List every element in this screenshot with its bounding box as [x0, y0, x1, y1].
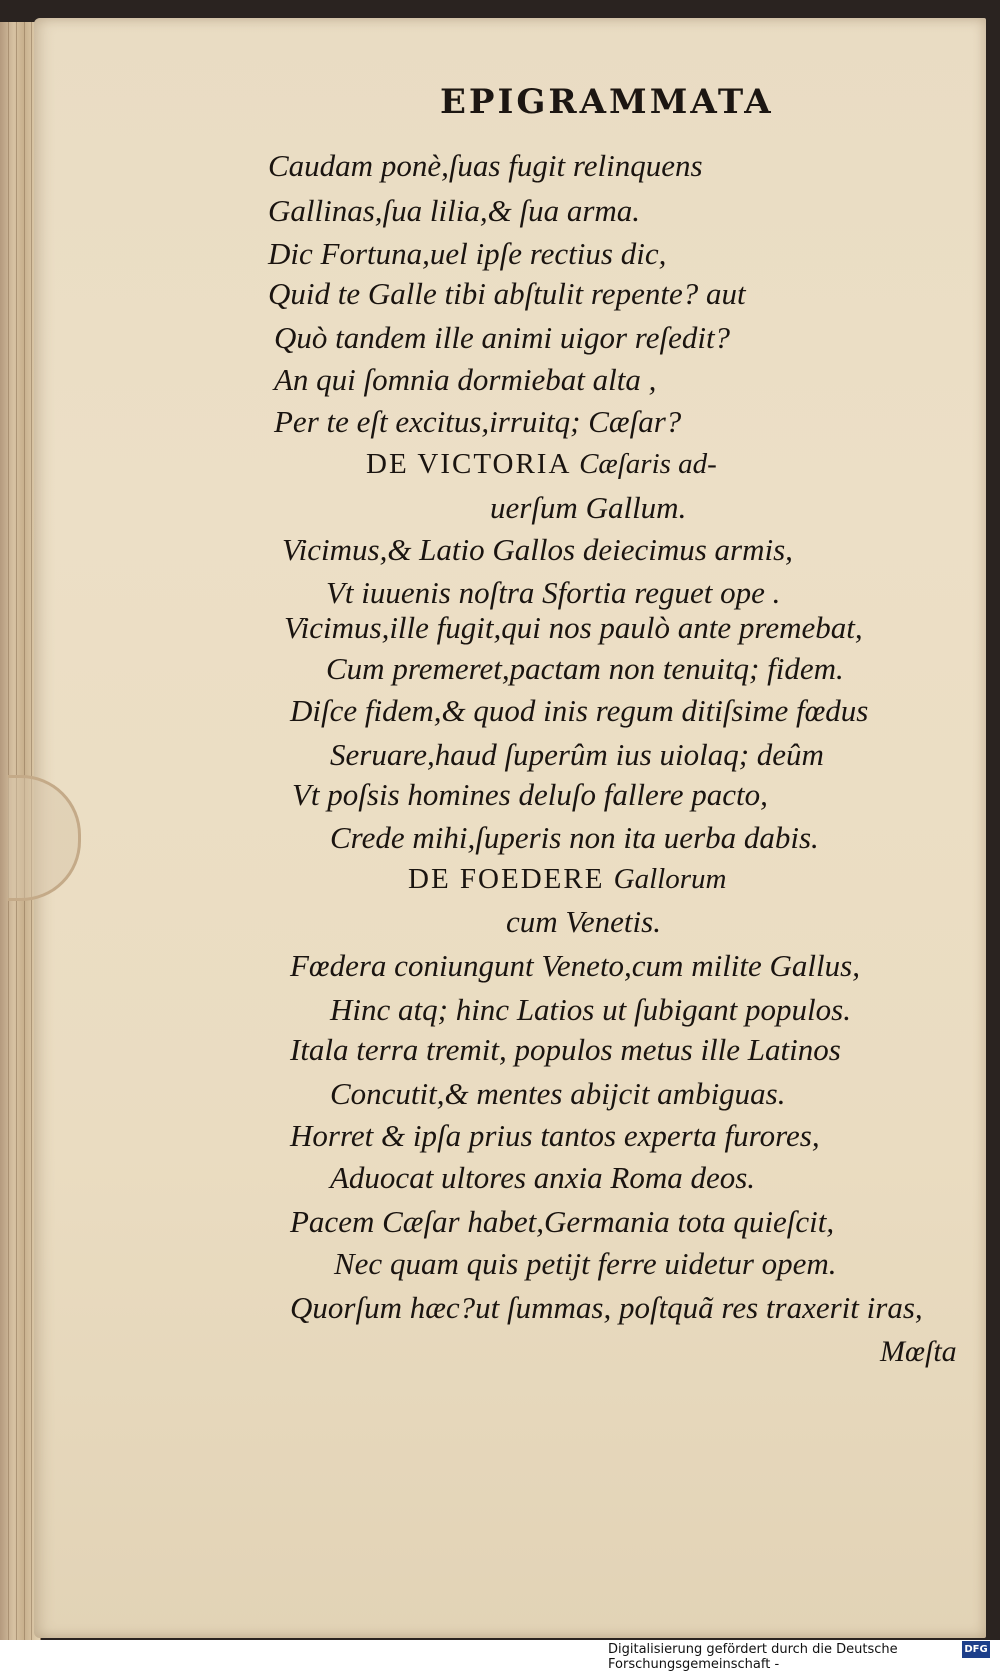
section-title: [408, 863, 726, 896]
text-line: Hinc atq; hinc Latios ut ſubigant populos.: [330, 992, 851, 1027]
text-line: Seruare,haud ſuperûm ius uiolaq; deûm: [330, 737, 824, 772]
text-line: Quorſum hæc?ut ſummas, poſtquã res traxerit iras,: [290, 1290, 923, 1325]
footer-credit: Digitalisierung gefördert durch die Deutsche Forschungsgemeinschaft -: [608, 1642, 1000, 1672]
text-line: Vt iuuenis noſtra Sfortia reguet ope .: [326, 575, 781, 610]
text-line: Diſce fidem,& quod inis regum ditiſsime fœdus: [290, 693, 869, 728]
running-header: EPIGRAMMATA: [440, 82, 774, 122]
text-line: Itala terra tremit, populos metus ille Latinos: [290, 1032, 841, 1067]
text-line: Per te eſt excitus,irruitq; Cæſar?: [274, 404, 682, 439]
text-line: Vt poſsis homines deluſo fallere pacto,: [292, 777, 768, 812]
text-line: Vicimus,ille fugit,qui nos paulò ante premebat,: [284, 610, 863, 645]
text-line: Caudam ponè,ſuas fugit relinquens: [268, 148, 703, 183]
section-title-cont: uerſum Gallum.: [490, 490, 687, 525]
text-line: Quid te Galle tibi abſtulit repente? aut: [268, 276, 746, 311]
text-line: An qui ſomnia dormiebat alta ,: [274, 362, 657, 397]
text-line: Dic Fortuna,uel ipſe rectius dic,: [268, 236, 667, 271]
text-line: Horret & ipſa prius tantos experta furores,: [290, 1118, 820, 1153]
text-line: Gallinas,ſua lilia,& ſua arma.: [268, 193, 641, 228]
text-line: Fœdera coniungunt Veneto,cum milite Gallus,: [290, 948, 860, 983]
title-caps: DE FOEDERE: [408, 863, 605, 895]
title-rest: Gallorum: [613, 863, 727, 895]
text-line: Cum premeret,pactam non tenuitq; fidem.: [326, 651, 844, 686]
text-line: Pacem Cæſar habet,Germania tota quieſcit,: [290, 1204, 835, 1239]
section-title-cont: cum Venetis.: [506, 904, 661, 939]
title-rest: Cæſaris ad-: [579, 448, 717, 480]
title-caps: DE VICTORIA: [366, 448, 570, 480]
catchword: Mœſta: [880, 1335, 957, 1368]
text-line: Aduocat ultores anxia Roma deos.: [330, 1160, 756, 1195]
text-line: Nec quam quis petijt ferre uidetur opem.: [334, 1246, 837, 1281]
text-line: Crede mihi,ſuperis non ita uerba dabis.: [330, 820, 819, 855]
section-title: [366, 448, 717, 481]
text-line: Quò tandem ille animi uigor reſedit?: [274, 320, 731, 355]
text-line: Concutit,& mentes abijcit ambiguas.: [330, 1076, 786, 1111]
text-line: Vicimus,& Latio Gallos deiecimus armis,: [282, 532, 793, 567]
dfg-logo: DFG: [962, 1641, 990, 1658]
